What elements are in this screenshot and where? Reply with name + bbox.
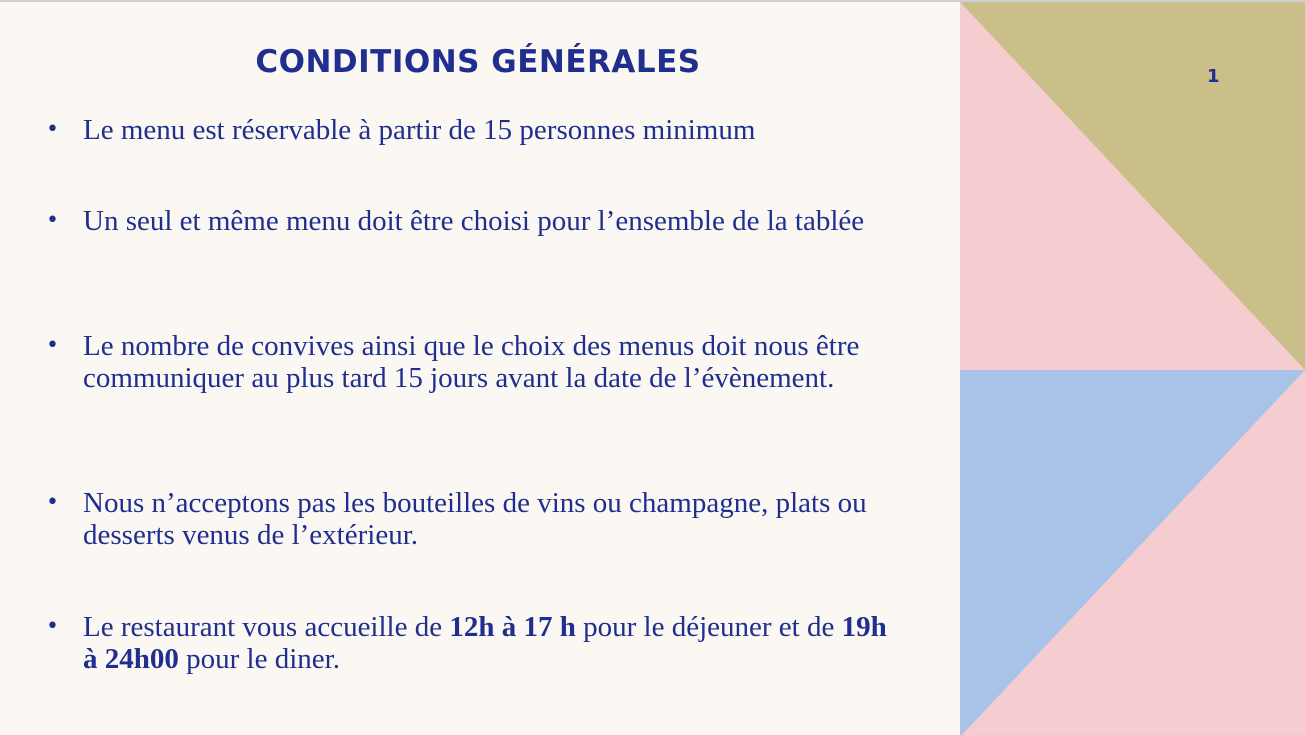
condition-text-before: Le restaurant vous accueille de — [83, 611, 450, 643]
page-number: 1 — [1207, 66, 1220, 87]
list-item — [46, 330, 906, 394]
condition-text: Le nombre de convives ainsi que le choix des menus doit nous être communiquer au plus tard 15 jours avant la date de l’évènement. — [83, 330, 860, 394]
list-item — [46, 114, 906, 146]
condition-text-after: pour le diner. — [178, 643, 340, 675]
page-title: CONDITIONS GÉNÉRALES — [255, 44, 701, 80]
lunch-hours: 12h à 17 h — [449, 611, 576, 643]
list-item — [46, 611, 906, 675]
condition-text: Le menu est réservable à partir de 15 personnes minimum — [83, 114, 756, 146]
decorative-triangles — [960, 2, 1305, 735]
list-item — [46, 487, 906, 551]
condition-text: Nous n’acceptons pas les bouteilles de vins ou champagne, plats ou desserts venus de l’extérieur. — [83, 487, 867, 551]
condition-text: Un seul et même menu doit être choisi pour l’ensemble de la tablée — [83, 205, 865, 237]
dinner-hours: 19h à 24h00 — [83, 611, 887, 675]
list-item — [46, 205, 906, 237]
condition-text-middle: pour le déjeuner et de — [575, 611, 842, 643]
